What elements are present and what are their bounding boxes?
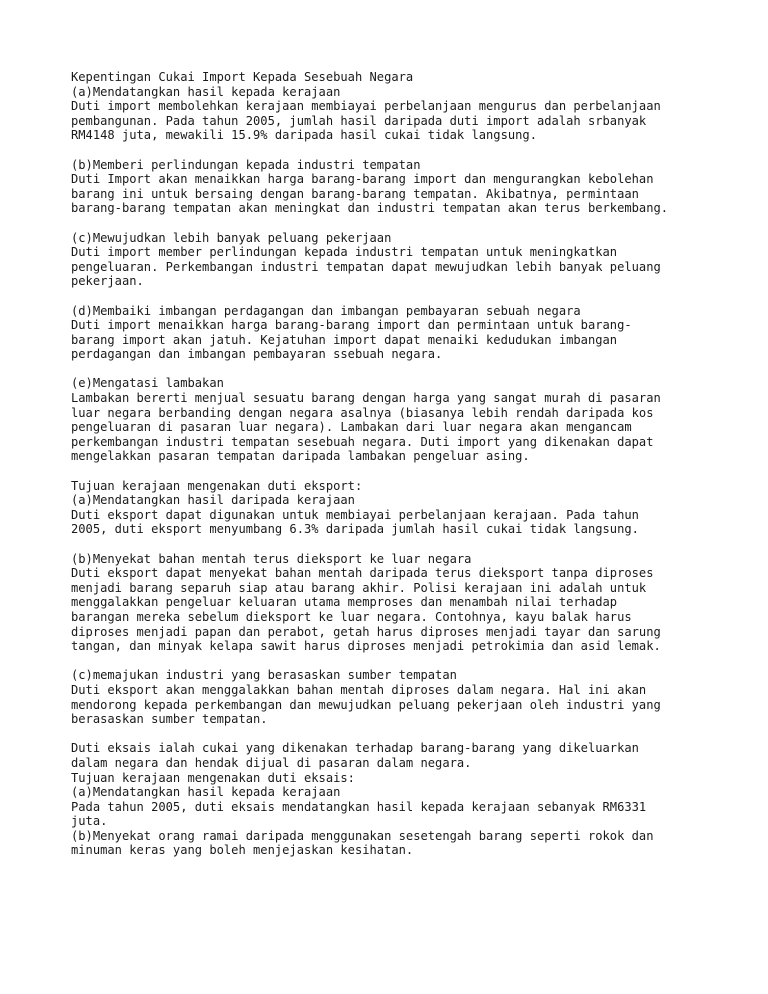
- blank-line: [71, 362, 761, 377]
- text-line: Duti import menaikkan harga barang-barang import dan permintaan untuk barang-: [71, 318, 632, 333]
- text-line: juta.: [71, 814, 108, 829]
- section-heading: (c)memajukan industri yang berasaskan sumber tempatan: [71, 668, 457, 683]
- text-line: Duti import membolehkan kerajaan membiayai perbelanjaan mengurus dan perbelanjaan: [71, 99, 661, 114]
- text-line: Lambakan bererti menjual sesuatu barang dengan harga yang sangat murah di pasaran: [71, 391, 661, 406]
- blank-line: [71, 289, 761, 304]
- text-line: dalam negara dan hendak dijual di pasaran dalam negara.: [71, 755, 472, 770]
- text-line: pengeluaran di pasaran luar negara). Lambakan dari luar negara akan mengancam: [71, 420, 632, 435]
- text-line: barangan mereka sebelum dieksport ke luar negara. Contohnya, kayu balak harus: [71, 609, 632, 624]
- document-title: Kepentingan Cukai Import Kepada Sesebuah Negara: [71, 70, 414, 84]
- text-line: pekerjaan.: [71, 274, 144, 289]
- blank-line: [71, 727, 761, 742]
- text-line: menggalakkan pengeluar keluaran utama memproses dan menambah nilai terhadap: [71, 595, 618, 610]
- section-title: Tujuan kerajaan mengenakan duti eksport:: [71, 478, 363, 493]
- section-heading: (a)Mendatangkan hasil daripada kerajaan: [71, 493, 355, 508]
- text-line: Duti eksport dapat menyekat bahan mentah daripada terus dieksport tanpa diproses: [71, 566, 654, 581]
- text-line: diproses menjadi papan dan perabot, getah harus diproses menjadi tayar dan sarung: [71, 624, 661, 639]
- text-line: Duti eksport akan menggalakkan bahan mentah diproses dalam negara. Hal ini akan: [71, 682, 647, 697]
- text-line: perkembangan industri tempatan sesebuah negara. Duti import yang dikenakan dapat: [71, 434, 654, 449]
- text-line: RM4148 juta, mewakili 15.9% daripada hasil cukai tidak langsung.: [71, 128, 537, 143]
- blank-line: [71, 654, 761, 669]
- section-title: Tujuan kerajaan mengenakan duti eksais:: [71, 770, 355, 785]
- blank-line: [71, 464, 761, 479]
- section-heading: (d)Membaiki imbangan perdagangan dan imbangan pembayaran sebuah negara: [71, 303, 581, 318]
- text-line: Duti eksport dapat digunakan untuk membiayai perbelanjaan kerajaan. Pada tahun: [71, 507, 639, 522]
- section-heading: (b)Menyekat orang ramai daripada menggunakan sesetengah barang seperti rokok dan: [71, 828, 654, 843]
- text-line: mengelakkan pasaran tempatan daripada lambakan pengeluar asing.: [71, 449, 530, 464]
- section-heading: (a)Mendatangkan hasil kepada kerajaan: [71, 84, 341, 99]
- text-line: pengeluaran. Perkembangan industri tempatan dapat mewujudkan lebih banyak peluang: [71, 259, 661, 274]
- blank-line: [71, 216, 761, 231]
- text-line: pembangunan. Pada tahun 2005, jumlah hasil daripada duti import adalah srbanyak: [71, 113, 647, 128]
- text-line: Duti eksais ialah cukai yang dikenakan terhadap barang-barang yang dikeluarkan: [71, 741, 639, 756]
- text-line: Duti Import akan menaikkan harga barang-barang import dan mengurangkan kebolehan: [71, 172, 654, 187]
- text-line: barang-barang tempatan akan meningkat dan industri tempatan akan terus berkembang.: [71, 201, 669, 216]
- blank-line: [71, 537, 761, 552]
- text-line: Pada tahun 2005, duti eksais mendatangkan hasil kepada kerajaan sebanyak RM6331: [71, 799, 647, 814]
- text-line: tangan, dan minyak kelapa sawit harus diproses menjadi petrokimia dan asid lemak.: [71, 639, 661, 654]
- section-heading: (a)Mendatangkan hasil kepada kerajaan: [71, 785, 341, 800]
- text-line: Duti import member perlindungan kepada industri tempatan untuk meningkatkan: [71, 245, 618, 260]
- text-line: menjadi barang separuh siap atau barang akhir. Polisi kerajaan ini adalah untuk: [71, 580, 647, 595]
- document-page: [71, 70, 761, 858]
- section-heading: (c)Mewujudkan lebih banyak peluang pekerjaan: [71, 230, 392, 245]
- section-heading: (b)Memberi perlindungan kepada industri tempatan: [71, 157, 421, 172]
- section-heading: (b)Menyekat bahan mentah terus dieksport ke luar negara: [71, 551, 472, 566]
- text-line: mendorong kepada perkembangan dan mewujudkan peluang pekerjaan oleh industri yang: [71, 697, 661, 712]
- text-line: perdagangan dan imbangan pembayaran ssebuah negara.: [71, 347, 443, 362]
- text-line: barang import akan jatuh. Kejatuhan import dapat menaiki kedudukan imbangan: [71, 332, 618, 347]
- text-line: barang ini untuk bersaing dengan barang-barang tempatan. Akibatnya, permintaan: [71, 186, 639, 201]
- text-line: berasaskan sumber tempatan.: [71, 712, 268, 727]
- text-line: 2005, duti eksport menyumbang 6.3% daripada jumlah hasil cukai tidak langsung.: [71, 522, 639, 537]
- section-heading: (e)Mengatasi lambakan: [71, 376, 224, 391]
- blank-line: [71, 143, 761, 158]
- text-line: minuman keras yang boleh menjejaskan kesihatan.: [71, 843, 414, 858]
- text-line: luar negara berbanding dengan negara asalnya (biasanya lebih rendah daripada kos: [71, 405, 654, 420]
